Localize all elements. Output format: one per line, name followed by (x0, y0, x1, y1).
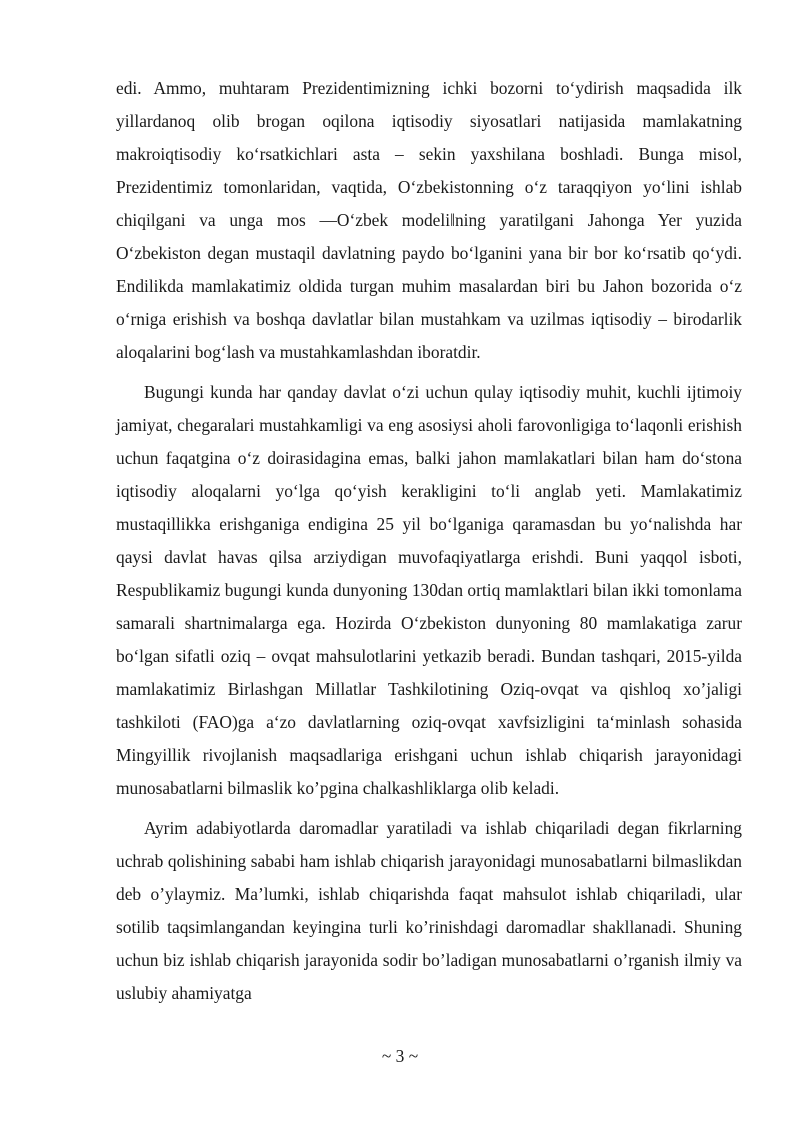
paragraph-continuation: edi. Ammo, muhtaram Prezidentimizning ichki bozorni to‘ydirish maqsadida ilk yillardanoq olib brogan oqilona iqtisodiy siyosatlari natijasida mamlakatning makroiqtisodiy ko‘rsatkichlari asta – sekin yaxshilana boshladi. Bunga misol, Prezidentimiz tomonlaridan, vaqtida, O‘zbekistonning o‘z taraqqiyon yo‘lini ishlab chiqilgani va unga mos ―O‘zbek modeli‖ning yaratilgani Jahonga Yer yuzida O‘zbekiston degan mustaqil davlatning paydo bo‘lganini yana bir bor ko‘rsatib qo‘ydi. Endilikda mamlakatimiz oldida turgan muhim masalardan biri bu Jahon bozorida o‘z o‘rniga erishish va boshqa davlatlar bilan mustahkam va uzilmas iqtisodiy – birodarlik aloqalarini bog‘lash va mustahkamlashdan iboratdir. (116, 78, 742, 362)
paragraph-foreign-relations: Bugungi kunda har qanday davlat o‘zi uchun qulay iqtisodiy muhit, kuchli ijtimoiy jamiyat, chegaralari mustahkamligi va eng asosiysi aholi farovonligiga to‘laqonli erishish uchun faqatgina o‘z doirasidagina emas, balki jahon mamlakatlari bilan ham do‘stona iqtisodiy aloqalarni yo‘lga qo‘yish kerakligini to‘li anglab yeti. Mamlakatimiz mustaqillikka erishganiga endigina 25 yil bo‘lganiga qaramasdan bu yo‘nalishda har qaysi davlat havas qilsa arziydigan muvofaqiyatlarga erishdi. Buni yaqqol isboti, Respublikamiz bugungi kunda dunyoning 130dan ortiq mamlaktlari bilan ikki tomonlama samarali shartnimalarga ega. Hozirda O‘zbekiston dunyoning 80 mamlakatiga zarur bo‘lgan sifatli oziq – ovqat mahsulotlarini yetkazib beradi. Bundan tashqari, 2015-yilda mamlakatimiz Birlashgan Millatlar Tashkilotining Oziq-ovqat va qishloq xo’jaligi tashkiloti (FAO)ga a‘zo davlatlarning oziq-ovqat xavfsizligini ta‘minlash sohasida Mingyillik rivojlanish maqsadlariga erishgani uchun ishlab chiqarish jarayonidagi munosabatlarni bilmaslik ko’pgina chalkashliklarga olib keladi. (116, 382, 742, 798)
page-number: ~ 3 ~ (381, 1046, 419, 1066)
paragraph-income-production: Ayrim adabiyotlarda daromadlar yaratiladi va ishlab chiqariladi degan fikrlarning uchrab qolishining sababi ham ishlab chiqarish jarayonidagi munosabatlarni bilmaslikdan deb o’ylaymiz. Ma’lumki, ishlab chiqarishda faqat mahsulot ishlab chiqariladi, ular sotilib taqsimlangandan keyingina turli ko’rinishdagi daromadlar shakllanadi. Shuning uchun biz ishlab chiqarish jarayonida sodir bo’ladigan munosabatlarni o’rganish ilmiy va uslubiy ahamiyatga (116, 818, 742, 1003)
body-text (116, 72, 742, 1010)
